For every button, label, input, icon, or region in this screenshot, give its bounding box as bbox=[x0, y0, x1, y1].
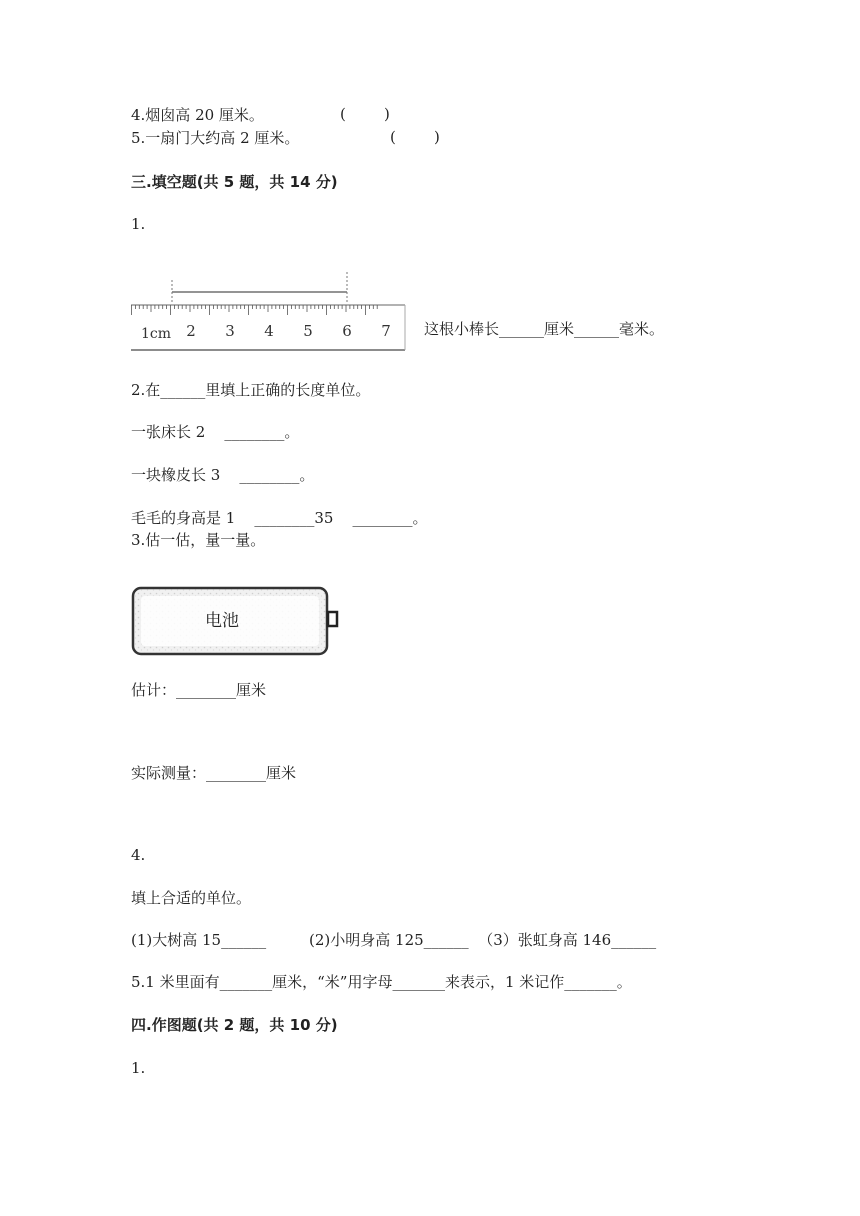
ruler-number: 5 bbox=[303, 322, 313, 340]
section3-heading: 三.填空题(共 5 题，共 14 分) bbox=[131, 173, 338, 191]
s3-q3-intro: 3.估一估，量一量。 bbox=[131, 531, 266, 549]
s3-q4-intro: 填上合适的单位。 bbox=[131, 889, 252, 907]
judge-q5: 5.一扇门大约高 2 厘米。 bbox=[131, 129, 300, 147]
ruler-number: 6 bbox=[342, 322, 352, 340]
battery-terminal bbox=[328, 612, 337, 626]
battery-label: 电池 bbox=[205, 611, 239, 631]
s3-q3-measure: 实际测量：________厘米 bbox=[131, 764, 297, 782]
section4-heading: 四.作图题(共 2 题，共 10 分) bbox=[131, 1016, 338, 1034]
s3-q3-estimate: 估计：________厘米 bbox=[131, 681, 267, 699]
battery-illustration bbox=[131, 586, 343, 658]
s3-q2-bed: 一张床长 2 ________。 bbox=[131, 423, 300, 441]
ruler-illustration bbox=[131, 270, 409, 356]
s3-q2-eraser: 一块橡皮长 3 ________。 bbox=[131, 466, 315, 484]
s3-q4-number: 4. bbox=[131, 846, 146, 864]
s4-q1-number: 1. bbox=[131, 1059, 146, 1077]
s3-q5: 5.1 米里面有_______厘米，“米”用字母_______来表示，1 米记作_______。 bbox=[131, 973, 632, 991]
judge-q5-answer-paren[interactable]: ( ) bbox=[390, 128, 440, 146]
s3-q1-text: 这根小棒长______厘米______毫米。 bbox=[424, 320, 665, 338]
s3-q4-items: (1)大树高 15______ (2)小明身高 125______ （3）张虹身高 146______ bbox=[131, 931, 657, 949]
ruler-unit-label: 1cm bbox=[141, 326, 172, 342]
s3-q1-number: 1. bbox=[131, 215, 146, 233]
ruler-ticks bbox=[132, 305, 378, 315]
ruler-number: 7 bbox=[381, 322, 391, 340]
ruler-number: 2 bbox=[186, 322, 196, 340]
judge-q4-answer-paren[interactable]: ( ) bbox=[340, 105, 390, 123]
ruler-number: 4 bbox=[264, 322, 274, 340]
s3-q2-intro: 2.在______里填上正确的长度单位。 bbox=[131, 381, 371, 399]
judge-q4: 4.烟囱高 20 厘米。 bbox=[131, 106, 264, 124]
ruler-number: 3 bbox=[225, 322, 235, 340]
ruler-numbers bbox=[186, 322, 391, 340]
s3-q2-height: 毛毛的身高是 1 ________35 ________。 bbox=[131, 509, 428, 527]
